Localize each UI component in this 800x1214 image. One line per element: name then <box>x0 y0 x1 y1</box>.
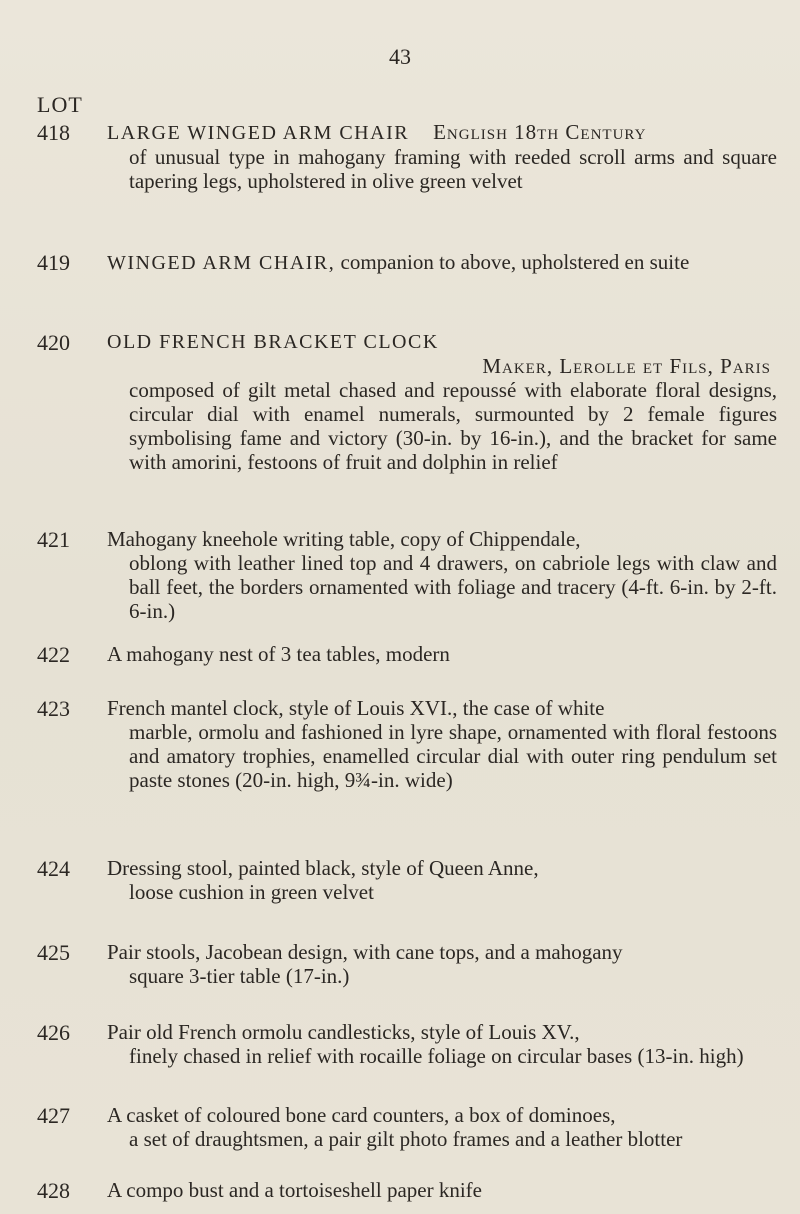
lot-lead: A compo bust and a tortoiseshell paper knife <box>107 1178 482 1202</box>
lot-lead: Pair old French ormolu candlesticks, style of Louis XV., <box>107 1020 580 1044</box>
lot-period: English 18th Century <box>433 120 647 144</box>
lot-description: square 3-tier table (17-in.) <box>129 964 350 988</box>
lot-description: finely chased in relief with rocaille foliage on circular bases (13-in. high) <box>129 1044 744 1068</box>
lot-description: composed of gilt metal chased and repoussé with elaborate floral designs, circular dial with enamel numerals, surmounted by 2 female figures symbolising fame and victory (30-in. by 16-in.), and the bracket for same with amorini, festoons of fruit and dolphin in relief <box>129 378 777 474</box>
lot-column-heading: LOT <box>37 92 83 117</box>
lot-number: 419 <box>37 250 70 275</box>
lot-lead: French mantel clock, style of Louis XVI., the case of white <box>107 696 605 720</box>
lot-number: 427 <box>37 1103 70 1128</box>
lot-description: oblong with leather lined top and 4 drawers, on cabriole legs with claw and ball feet, the borders ornamented with foliage and tracery (4-ft. 6-in. by 2-ft. 6-in.) <box>129 551 777 623</box>
lot-lead: Dressing stool, painted black, style of Queen Anne, <box>107 856 539 880</box>
lot-title: WINGED ARM CHAIR, <box>107 252 336 274</box>
lot-description: marble, ormolu and fashioned in lyre shape, ornamented with floral festoons and amatory trophies, enamelled circular dial with outer ring pendulum set paste stones (20-in. high, 9¾-in. wide) <box>129 720 777 792</box>
lot-number: 426 <box>37 1020 70 1045</box>
lot-number: 423 <box>37 696 70 721</box>
lot-number: 418 <box>37 120 70 145</box>
lot-number: 428 <box>37 1178 70 1203</box>
lot-lead: Pair stools, Jacobean design, with cane tops, and a mahogany <box>107 940 623 964</box>
lot-description: of unusual type in mahogany framing with reeded scroll arms and square tapering legs, upholstered in olive green velvet <box>129 145 777 193</box>
lot-title: OLD FRENCH BRACKET CLOCK <box>107 331 439 353</box>
lot-number: 421 <box>37 527 70 552</box>
lot-number: 425 <box>37 940 70 965</box>
lot-lead: A casket of coloured bone card counters, a box of dominoes, <box>107 1103 616 1127</box>
lot-lead: Mahogany kneehole writing table, copy of Chippendale, <box>107 527 581 551</box>
lot-number: 424 <box>37 856 70 881</box>
lot-number: 422 <box>37 642 70 667</box>
lot-description: a set of draughtsmen, a pair gilt photo frames and a leather blotter <box>129 1127 683 1151</box>
lot-maker: Maker, Lerolle et Fils, Paris <box>482 354 771 378</box>
lot-description: loose cushion in green velvet <box>129 880 374 904</box>
lot-description: companion to above, upholstered en suite <box>340 250 690 274</box>
lot-number: 420 <box>37 330 70 355</box>
lot-lead: A mahogany nest of 3 tea tables, modern <box>107 642 450 666</box>
page-number: 43 <box>389 44 411 69</box>
lot-title: LARGE WINGED ARM CHAIR <box>107 122 410 144</box>
